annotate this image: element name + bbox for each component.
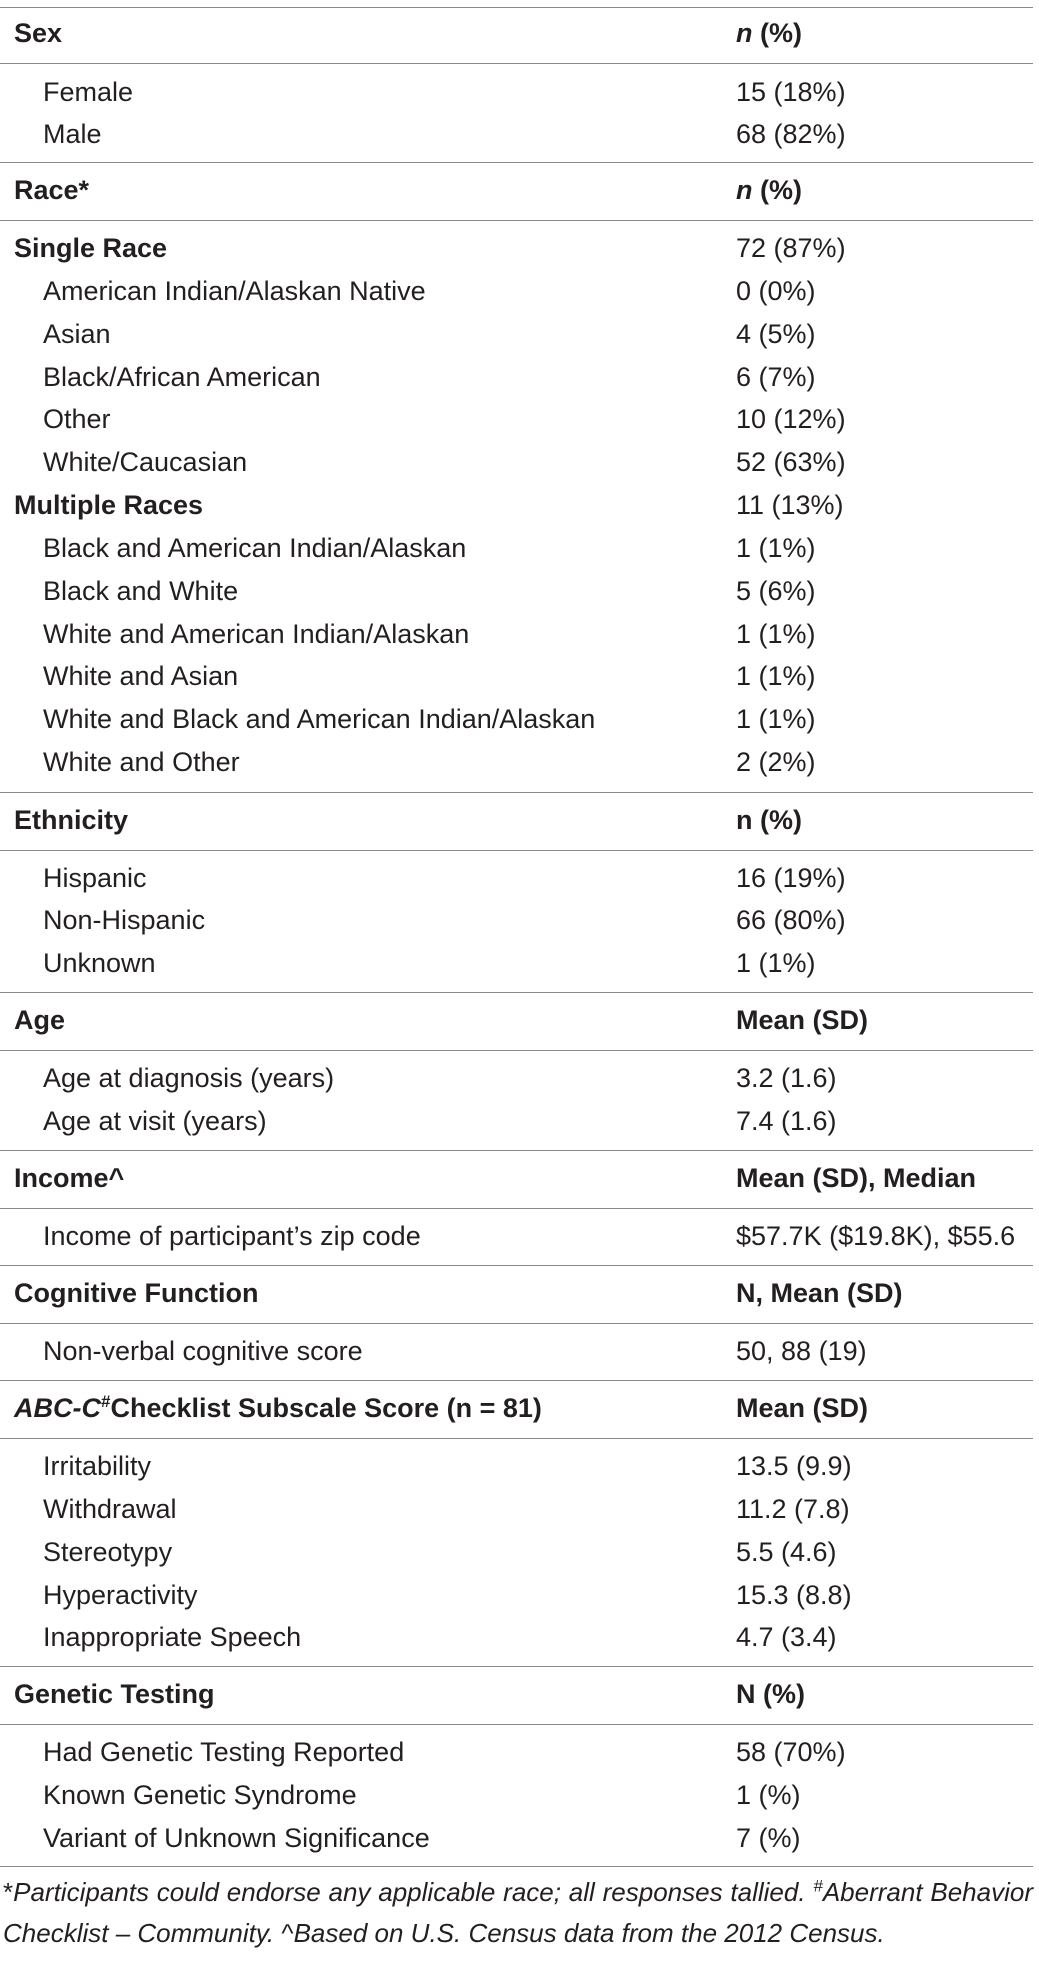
- table-row: [0, 441, 1039, 483]
- row-label: Hispanic: [43, 863, 147, 893]
- table-rule: [0, 1724, 1033, 1725]
- section-stat: Mean (SD), Median: [736, 1163, 977, 1193]
- table-row: [0, 1531, 1039, 1573]
- row-label: Variant of Unknown Significance: [43, 1823, 430, 1853]
- table-row: [0, 857, 1039, 899]
- row-label: Age at diagnosis (years): [43, 1063, 335, 1093]
- section-header-genetic: [0, 1673, 1039, 1715]
- table-rule: [0, 850, 1033, 851]
- row-label: Non-verbal cognitive score: [43, 1336, 363, 1366]
- row-value: 1 (1%): [736, 704, 816, 734]
- row-value: 4.7 (3.4): [736, 1622, 837, 1652]
- row-value: 6 (7%): [736, 362, 816, 392]
- row-value: 15 (18%): [736, 77, 846, 107]
- row-label: White and Asian: [43, 661, 239, 691]
- section-stat: N (%): [736, 1679, 805, 1709]
- row-label: American Indian/Alaskan Native: [43, 276, 426, 306]
- row-value: 1 (1%): [736, 619, 816, 649]
- section-label: Race*: [14, 175, 90, 205]
- section-stat: Mean (SD): [736, 1393, 869, 1423]
- row-label: Age at visit (years): [43, 1106, 267, 1136]
- row-value: 5 (6%): [736, 576, 816, 606]
- row-value: 3.2 (1.6): [736, 1063, 837, 1093]
- table-rule: [0, 162, 1033, 163]
- table-row: [0, 484, 1039, 526]
- table-row: [0, 113, 1039, 155]
- row-value: 1 (%): [736, 1780, 801, 1810]
- table-row: [0, 270, 1039, 312]
- section-label: Ethnicity: [14, 805, 129, 835]
- section-header-age: [0, 999, 1039, 1041]
- row-label: Single Race: [14, 233, 168, 263]
- row-label: Hyperactivity: [43, 1580, 198, 1610]
- row-value: 72 (87%): [736, 233, 846, 263]
- section-label: Cognitive Function: [14, 1278, 259, 1308]
- row-value: 0 (0%): [736, 276, 816, 306]
- row-value: 1 (1%): [736, 533, 816, 563]
- section-label: Income^: [14, 1163, 125, 1193]
- table-row: [0, 356, 1039, 398]
- row-value: 66 (80%): [736, 905, 846, 935]
- table-row: [0, 313, 1039, 355]
- row-value: $57.7K ($19.8K), $55.6: [736, 1221, 1016, 1251]
- row-value: 68 (82%): [736, 119, 846, 149]
- table-rule: [0, 63, 1033, 64]
- table-row: [0, 1445, 1039, 1487]
- row-label: Irritability: [43, 1451, 152, 1481]
- table-row: [0, 942, 1039, 984]
- section-header-sex: [0, 12, 1039, 54]
- table-row: [0, 1057, 1039, 1099]
- section-header-abc: [0, 1387, 1039, 1429]
- row-label: Stereotypy: [43, 1537, 173, 1567]
- row-label: Male: [43, 119, 102, 149]
- section-stat: n (%): [736, 18, 802, 48]
- row-value: 13.5 (9.9): [736, 1451, 852, 1481]
- table-row: [0, 398, 1039, 440]
- table-rule: [0, 1150, 1033, 1151]
- section-stat: n (%): [736, 805, 802, 835]
- table-row: [0, 1100, 1039, 1142]
- row-value: 52 (63%): [736, 447, 846, 477]
- row-value: 11 (13%): [736, 490, 844, 520]
- section-header-ethnicity: [0, 799, 1039, 841]
- section-label: Genetic Testing: [14, 1679, 215, 1709]
- table-rule: [0, 1265, 1033, 1266]
- table-row: [0, 613, 1039, 655]
- row-label: White/Caucasian: [43, 447, 248, 477]
- row-value: 7 (%): [736, 1823, 801, 1853]
- table-row: [0, 71, 1039, 113]
- row-label: Withdrawal: [43, 1494, 177, 1524]
- row-value: 16 (19%): [736, 863, 846, 893]
- table-footnote: *Participants could endorse any applicable race; all responses tallied. #Aberrant Behavior Checklist – Community. ^Based on U.S. Census data from the 2012 Census.: [3, 1876, 1033, 1948]
- table-row: [0, 227, 1039, 269]
- row-value: 5.5 (4.6): [736, 1537, 837, 1567]
- row-label: White and American Indian/Alaskan: [43, 619, 470, 649]
- table-rule: [0, 1208, 1033, 1209]
- row-label: Black and American Indian/Alaskan: [43, 533, 467, 563]
- table-row: [0, 570, 1039, 612]
- table-row: [0, 1774, 1039, 1816]
- table-row: [0, 1817, 1039, 1859]
- table-row: [0, 1488, 1039, 1530]
- table-rule: [0, 1380, 1033, 1381]
- table-rule: [0, 220, 1033, 221]
- row-value: 4 (5%): [736, 319, 816, 349]
- table-rule: [0, 992, 1033, 993]
- row-value: 58 (70%): [736, 1737, 846, 1767]
- row-value: 1 (1%): [736, 948, 816, 978]
- row-label: Asian: [43, 319, 111, 349]
- row-label: Other: [43, 404, 111, 434]
- section-header-cognitive: [0, 1272, 1039, 1314]
- row-label: Black and White: [43, 576, 239, 606]
- table-row: [0, 1574, 1039, 1616]
- row-value: 10 (12%): [736, 404, 846, 434]
- row-label: Multiple Races: [14, 490, 204, 520]
- row-value: 15.3 (8.8): [736, 1580, 852, 1610]
- table-row: [0, 1731, 1039, 1773]
- table-row: [0, 1330, 1039, 1372]
- table-row: [0, 1215, 1039, 1257]
- table-rule: [0, 1438, 1033, 1439]
- section-header-income: [0, 1157, 1039, 1199]
- section-stat: n (%): [736, 175, 802, 205]
- table-row: [0, 1616, 1039, 1658]
- table-rule: [0, 792, 1033, 793]
- row-label: Black/African American: [43, 362, 321, 392]
- row-label: Female: [43, 77, 134, 107]
- section-stat: N, Mean (SD): [736, 1278, 903, 1308]
- section-stat: Mean (SD): [736, 1005, 869, 1035]
- row-value: 7.4 (1.6): [736, 1106, 837, 1136]
- table-row: [0, 527, 1039, 569]
- row-value: 1 (1%): [736, 661, 816, 691]
- table-row: [0, 655, 1039, 697]
- row-value: 2 (2%): [736, 747, 816, 777]
- section-label: ABC-C#Checklist Subscale Score (n = 81): [14, 1392, 542, 1423]
- row-label: Known Genetic Syndrome: [43, 1780, 357, 1810]
- section-label: Age: [14, 1005, 66, 1035]
- section-label: Sex: [14, 18, 63, 48]
- row-label: Unknown: [43, 948, 156, 978]
- row-value: 11.2 (7.8): [736, 1494, 850, 1524]
- row-label: Non-Hispanic: [43, 905, 206, 935]
- row-label: White and Other: [43, 747, 240, 777]
- table-row: [0, 899, 1039, 941]
- table-row: [0, 698, 1039, 740]
- section-header-race: [0, 169, 1039, 211]
- row-label: White and Black and American Indian/Alaskan: [43, 704, 596, 734]
- row-label: Income of participant’s zip code: [43, 1221, 421, 1251]
- table-row: [0, 741, 1039, 783]
- table-rule: [0, 1323, 1033, 1324]
- row-value: 50, 88 (19): [736, 1336, 867, 1366]
- row-label: Had Genetic Testing Reported: [43, 1737, 405, 1767]
- table-rule: [0, 1050, 1033, 1051]
- table-rule: [0, 7, 1033, 8]
- table-rule: [0, 1866, 1033, 1867]
- table-rule: [0, 1666, 1033, 1667]
- row-label: Inappropriate Speech: [43, 1622, 302, 1652]
